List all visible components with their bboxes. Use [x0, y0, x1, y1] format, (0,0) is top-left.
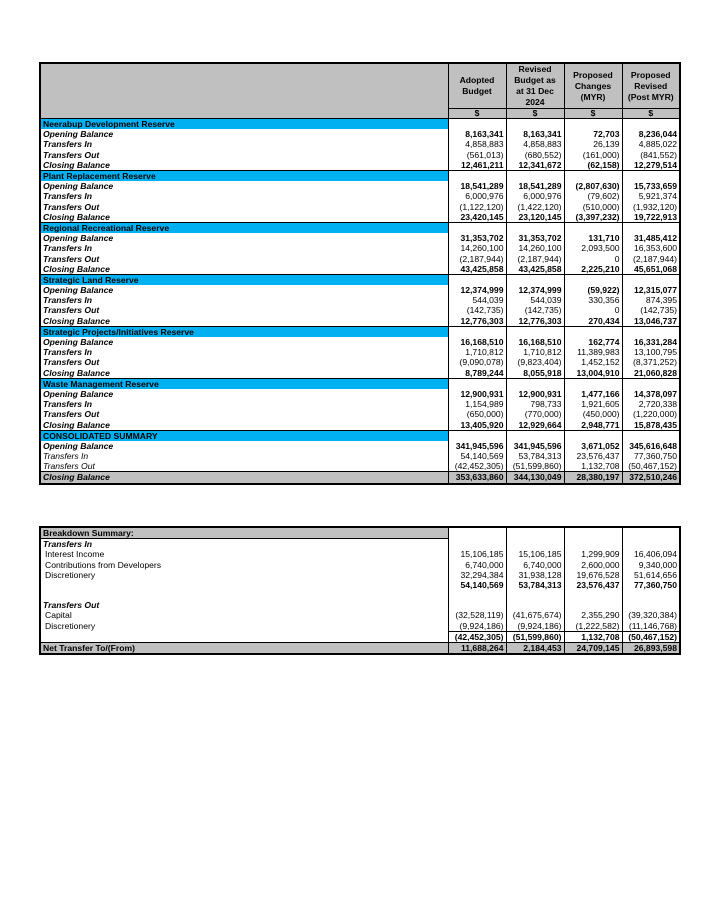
closing-balance-row: [40, 160, 680, 171]
row-label: [40, 631, 448, 642]
breakdown-table: [39, 526, 681, 655]
value-cell: [506, 326, 564, 337]
value-cell: [622, 274, 680, 285]
value-cell: (561,013): [448, 150, 506, 160]
unit-label: $: [448, 109, 506, 119]
section-header: [40, 170, 680, 181]
value-cell: 544,039: [448, 295, 506, 305]
row-label: Breakdown Summary:: [40, 527, 448, 539]
row-label: Opening Balance: [40, 129, 448, 139]
value-cell: 2,225,210: [564, 264, 622, 275]
value-cell: 330,356: [564, 295, 622, 305]
value-cell: 53,784,313: [506, 580, 564, 590]
value-cell: [448, 170, 506, 181]
value-cell: 6,740,000: [448, 560, 506, 570]
value-cell: (62,158): [564, 160, 622, 171]
row-label: Opening Balance: [40, 233, 448, 243]
value-cell: [448, 119, 506, 130]
value-cell: 16,168,510: [448, 337, 506, 347]
value-cell: 23,120,145: [506, 212, 564, 223]
value-cell: 12,315,077: [622, 285, 680, 295]
row-label: Interest Income: [40, 549, 448, 559]
value-cell: 77,360,750: [622, 451, 680, 461]
row-label: Regional Recreational Reserve: [40, 222, 448, 233]
value-cell: [448, 539, 506, 550]
row-label: Opening Balance: [40, 285, 448, 295]
value-cell: (3,397,232): [564, 212, 622, 223]
value-cell: (50,467,152): [622, 631, 680, 642]
value-cell: 21,060,828: [622, 368, 680, 379]
opening-balance-row: [40, 337, 680, 347]
transfers-out-row: [40, 150, 680, 160]
transfers-in-row: [40, 451, 680, 461]
value-cell: 0: [564, 305, 622, 315]
transfers-out-row: [40, 409, 680, 419]
closing-balance-row: [40, 212, 680, 223]
value-cell: (2,187,944): [448, 253, 506, 263]
row-label: Waste Management Reserve: [40, 378, 448, 389]
value-cell: (51,599,860): [506, 461, 564, 472]
breakdown-row: [40, 560, 680, 570]
value-cell: 23,420,145: [448, 212, 506, 223]
value-cell: [564, 378, 622, 389]
value-cell: 77,360,750: [622, 580, 680, 590]
row-label: Opening Balance: [40, 441, 448, 451]
transfers-in-row: [40, 347, 680, 357]
value-cell: 18,541,289: [448, 181, 506, 191]
row-label: Transfers In: [40, 139, 448, 149]
value-cell: 345,616,648: [622, 441, 680, 451]
value-cell: (32,528,119): [448, 610, 506, 620]
value-cell: 544,039: [506, 295, 564, 305]
value-cell: (650,000): [448, 409, 506, 419]
value-cell: 1,452,152: [564, 357, 622, 367]
value-cell: 31,485,412: [622, 233, 680, 243]
value-cell: 4,858,883: [506, 139, 564, 149]
row-label: Transfers In: [40, 399, 448, 409]
value-cell: [564, 326, 622, 337]
transfers-in-row: [40, 295, 680, 305]
value-cell: 8,236,044: [622, 129, 680, 139]
value-cell: [506, 222, 564, 233]
value-cell: 32,294,384: [448, 570, 506, 580]
row-label: [40, 580, 448, 590]
header-proposed-revised: Proposed Revised (Post MYR): [622, 63, 680, 109]
value-cell: [506, 274, 564, 285]
row-label: Transfers In: [40, 539, 448, 550]
value-cell: (2,807,630): [564, 181, 622, 191]
row-label: Neerabup Development Reserve: [40, 119, 448, 130]
value-cell: 3,671,052: [564, 441, 622, 451]
value-cell: 16,168,510: [506, 337, 564, 347]
value-cell: 1,154,989: [448, 399, 506, 409]
row-label: Closing Balance: [40, 419, 448, 430]
transfers-in-heading: [40, 539, 680, 550]
value-cell: [506, 170, 564, 181]
row-label: Closing Balance: [40, 212, 448, 223]
transfers-in-row: [40, 139, 680, 149]
value-cell: 6,740,000: [506, 560, 564, 570]
row-label: Transfers Out: [40, 357, 448, 367]
value-cell: [564, 590, 622, 600]
value-cell: 13,100,795: [622, 347, 680, 357]
value-cell: [564, 600, 622, 610]
value-cell: 2,948,771: [564, 419, 622, 430]
row-label: Contributions from Developers: [40, 560, 448, 570]
header-revised-budget: Revised Budget as at 31 Dec 2024: [506, 63, 564, 109]
value-cell: 1,132,708: [564, 461, 622, 472]
row-label: Transfers In: [40, 191, 448, 201]
value-cell: (42,452,305): [448, 461, 506, 472]
row-label: Transfers Out: [40, 409, 448, 419]
transfers-in-total-row: [40, 580, 680, 590]
value-cell: 8,163,341: [506, 129, 564, 139]
value-cell: 54,140,569: [448, 451, 506, 461]
row-label: Strategic Land Reserve: [40, 274, 448, 285]
value-cell: (39,320,384): [622, 610, 680, 620]
value-cell: 1,710,812: [448, 347, 506, 357]
value-cell: 9,340,000: [622, 560, 680, 570]
value-cell: 1,710,812: [506, 347, 564, 357]
opening-balance-row: [40, 129, 680, 139]
value-cell: (51,599,860): [506, 631, 564, 642]
value-cell: (1,220,000): [622, 409, 680, 419]
section-header: [40, 326, 680, 337]
value-cell: 19,676,528: [564, 570, 622, 580]
value-cell: 372,510,246: [622, 472, 680, 484]
value-cell: 270,434: [564, 316, 622, 327]
value-cell: (680,552): [506, 150, 564, 160]
value-cell: [506, 590, 564, 600]
value-cell: [564, 527, 622, 539]
value-cell: [564, 274, 622, 285]
value-cell: 4,885,022: [622, 139, 680, 149]
row-label: Transfers In: [40, 451, 448, 461]
transfers-out-row: [40, 461, 680, 472]
value-cell: [622, 222, 680, 233]
value-cell: (1,222,582): [564, 621, 622, 632]
closing-balance-row: [40, 264, 680, 275]
row-label: Transfers Out: [40, 202, 448, 212]
value-cell: 4,858,883: [448, 139, 506, 149]
value-cell: 26,139: [564, 139, 622, 149]
value-cell: [506, 539, 564, 550]
value-cell: 12,776,303: [506, 316, 564, 327]
row-label: [40, 590, 448, 600]
value-cell: (41,675,674): [506, 610, 564, 620]
breakdown-row: [40, 621, 680, 632]
value-cell: 6,000,976: [506, 191, 564, 201]
value-cell: [564, 430, 622, 441]
transfers-out-heading: [40, 600, 680, 610]
opening-balance-row: [40, 233, 680, 243]
value-cell: (2,187,944): [506, 253, 564, 263]
section-header: [40, 378, 680, 389]
value-cell: 1,132,708: [564, 631, 622, 642]
value-cell: [622, 326, 680, 337]
value-cell: [564, 119, 622, 130]
value-cell: 12,776,303: [448, 316, 506, 327]
value-cell: [506, 378, 564, 389]
value-cell: 2,093,500: [564, 243, 622, 253]
row-label: Discretionery: [40, 570, 448, 580]
row-label: Transfers Out: [40, 305, 448, 315]
net-transfer-row: [40, 642, 680, 654]
value-cell: 344,130,049: [506, 472, 564, 484]
value-cell: 1,299,909: [564, 549, 622, 559]
value-cell: 28,380,197: [564, 472, 622, 484]
value-cell: (1,422,120): [506, 202, 564, 212]
value-cell: (9,090,078): [448, 357, 506, 367]
value-cell: 53,784,313: [506, 451, 564, 461]
value-cell: 12,461,211: [448, 160, 506, 171]
value-cell: 1,477,166: [564, 389, 622, 399]
value-cell: 8,789,244: [448, 368, 506, 379]
spacer-row: [40, 590, 680, 600]
value-cell: (142,735): [448, 305, 506, 315]
value-cell: 26,893,598: [622, 642, 680, 654]
row-label: CONSOLIDATED SUMMARY: [40, 430, 448, 441]
value-cell: 43,425,858: [448, 264, 506, 275]
value-cell: [622, 170, 680, 181]
opening-balance-row: [40, 285, 680, 295]
unit-label: $: [506, 109, 564, 119]
header-row: [40, 63, 680, 109]
value-cell: [622, 527, 680, 539]
value-cell: 18,541,289: [506, 181, 564, 191]
value-cell: (2,187,944): [622, 253, 680, 263]
value-cell: (770,000): [506, 409, 564, 419]
value-cell: 14,260,100: [506, 243, 564, 253]
row-label: Opening Balance: [40, 389, 448, 399]
closing-balance-row: [40, 419, 680, 430]
row-label: Discretionery: [40, 621, 448, 632]
value-cell: (161,000): [564, 150, 622, 160]
value-cell: [448, 590, 506, 600]
closing-balance-row: [40, 368, 680, 379]
value-cell: 1,921,605: [564, 399, 622, 409]
row-label: Strategic Projects/Initiatives Reserve: [40, 326, 448, 337]
transfers-out-total-row: [40, 631, 680, 642]
row-label: Closing Balance: [40, 316, 448, 327]
value-cell: (11,146,768): [622, 621, 680, 632]
value-cell: [622, 378, 680, 389]
value-cell: 31,353,702: [448, 233, 506, 243]
value-cell: 5,921,374: [622, 191, 680, 201]
section-header: [40, 119, 680, 130]
unit-label: $: [622, 109, 680, 119]
value-cell: (510,000): [564, 202, 622, 212]
value-cell: 16,331,284: [622, 337, 680, 347]
section-header: [40, 222, 680, 233]
value-cell: 43,425,858: [506, 264, 564, 275]
value-cell: [448, 430, 506, 441]
row-label: Closing Balance: [40, 160, 448, 171]
breakdown-row: [40, 549, 680, 559]
value-cell: [564, 170, 622, 181]
value-cell: [506, 600, 564, 610]
value-cell: 72,703: [564, 129, 622, 139]
value-cell: 12,900,931: [448, 389, 506, 399]
value-cell: 31,938,128: [506, 570, 564, 580]
value-cell: (142,735): [622, 305, 680, 315]
value-cell: 8,163,341: [448, 129, 506, 139]
row-label: Transfers In: [40, 347, 448, 357]
value-cell: (1,122,120): [448, 202, 506, 212]
value-cell: 23,576,437: [564, 451, 622, 461]
value-cell: (50,467,152): [622, 461, 680, 472]
breakdown-row: [40, 610, 680, 620]
row-label: Net Transfer To/(From): [40, 642, 448, 654]
value-cell: 15,733,659: [622, 181, 680, 191]
value-cell: 16,406,094: [622, 549, 680, 559]
value-cell: [622, 119, 680, 130]
transfers-out-row: [40, 202, 680, 212]
row-label: Opening Balance: [40, 337, 448, 347]
row-label: Transfers In: [40, 295, 448, 305]
value-cell: 15,878,435: [622, 419, 680, 430]
value-cell: (9,924,186): [448, 621, 506, 632]
header-blank: [40, 63, 448, 119]
value-cell: 12,929,664: [506, 419, 564, 430]
value-cell: [448, 274, 506, 285]
value-cell: 8,055,918: [506, 368, 564, 379]
value-cell: [448, 326, 506, 337]
value-cell: 24,709,145: [564, 642, 622, 654]
value-cell: 12,279,514: [622, 160, 680, 171]
opening-balance-row: [40, 389, 680, 399]
opening-balance-row: [40, 441, 680, 451]
transfers-in-row: [40, 243, 680, 253]
value-cell: 12,900,931: [506, 389, 564, 399]
value-cell: 13,004,910: [564, 368, 622, 379]
value-cell: 2,720,338: [622, 399, 680, 409]
value-cell: 353,633,860: [448, 472, 506, 484]
value-cell: [564, 222, 622, 233]
transfers-in-row: [40, 399, 680, 409]
closing-balance-row: [40, 316, 680, 327]
transfers-out-row: [40, 305, 680, 315]
value-cell: 14,378,097: [622, 389, 680, 399]
value-cell: (9,823,404): [506, 357, 564, 367]
value-cell: [564, 539, 622, 550]
value-cell: 162,774: [564, 337, 622, 347]
value-cell: (1,932,120): [622, 202, 680, 212]
value-cell: [622, 590, 680, 600]
value-cell: 23,576,437: [564, 580, 622, 590]
transfers-in-row: [40, 191, 680, 201]
value-cell: 12,341,672: [506, 160, 564, 171]
value-cell: 51,614,656: [622, 570, 680, 580]
unit-label: $: [564, 109, 622, 119]
value-cell: (42,452,305): [448, 631, 506, 642]
value-cell: 874,395: [622, 295, 680, 305]
value-cell: 2,600,000: [564, 560, 622, 570]
value-cell: [622, 430, 680, 441]
value-cell: 13,046,737: [622, 316, 680, 327]
breakdown-title-row: [40, 527, 680, 539]
value-cell: [448, 600, 506, 610]
value-cell: (9,924,186): [506, 621, 564, 632]
row-label: Plant Replacement Reserve: [40, 170, 448, 181]
value-cell: 0: [564, 253, 622, 263]
value-cell: 19,722,913: [622, 212, 680, 223]
value-cell: [448, 527, 506, 539]
value-cell: 31,353,702: [506, 233, 564, 243]
transfers-out-row: [40, 357, 680, 367]
value-cell: 12,374,999: [448, 285, 506, 295]
value-cell: [448, 222, 506, 233]
value-cell: [448, 378, 506, 389]
breakdown-row: [40, 570, 680, 580]
value-cell: [622, 600, 680, 610]
transfers-out-row: [40, 253, 680, 263]
value-cell: 45,651,068: [622, 264, 680, 275]
value-cell: 13,405,920: [448, 419, 506, 430]
value-cell: 131,710: [564, 233, 622, 243]
section-header: [40, 430, 680, 441]
value-cell: (59,922): [564, 285, 622, 295]
value-cell: 11,389,983: [564, 347, 622, 357]
reserves-table: [39, 62, 681, 485]
value-cell: 341,945,596: [506, 441, 564, 451]
value-cell: 798,733: [506, 399, 564, 409]
value-cell: 16,353,600: [622, 243, 680, 253]
value-cell: 11,688,264: [448, 642, 506, 654]
row-label: Opening Balance: [40, 181, 448, 191]
value-cell: 2,355,290: [564, 610, 622, 620]
value-cell: [506, 430, 564, 441]
value-cell: [506, 527, 564, 539]
value-cell: (450,000): [564, 409, 622, 419]
row-label: Closing Balance: [40, 264, 448, 275]
row-label: Transfers Out: [40, 600, 448, 610]
value-cell: 2,184,453: [506, 642, 564, 654]
value-cell: (8,371,252): [622, 357, 680, 367]
row-label: Transfers In: [40, 243, 448, 253]
value-cell: 12,374,999: [506, 285, 564, 295]
row-label: Capital: [40, 610, 448, 620]
value-cell: 15,106,185: [448, 549, 506, 559]
row-label: Transfers Out: [40, 461, 448, 472]
row-label: Closing Balance: [40, 472, 448, 484]
value-cell: 15,106,185: [506, 549, 564, 559]
value-cell: [622, 539, 680, 550]
row-label: Transfers Out: [40, 150, 448, 160]
header-proposed-changes: Proposed Changes (MYR): [564, 63, 622, 109]
value-cell: (79,602): [564, 191, 622, 201]
value-cell: [506, 119, 564, 130]
value-cell: 14,260,100: [448, 243, 506, 253]
value-cell: (142,735): [506, 305, 564, 315]
value-cell: 341,945,596: [448, 441, 506, 451]
row-label: Transfers Out: [40, 253, 448, 263]
value-cell: 54,140,569: [448, 580, 506, 590]
opening-balance-row: [40, 181, 680, 191]
row-label: Closing Balance: [40, 368, 448, 379]
section-header: [40, 274, 680, 285]
closing-balance-row: [40, 472, 680, 484]
header-adopted-budget: Adopted Budget: [448, 63, 506, 109]
value-cell: 6,000,976: [448, 191, 506, 201]
value-cell: (841,552): [622, 150, 680, 160]
